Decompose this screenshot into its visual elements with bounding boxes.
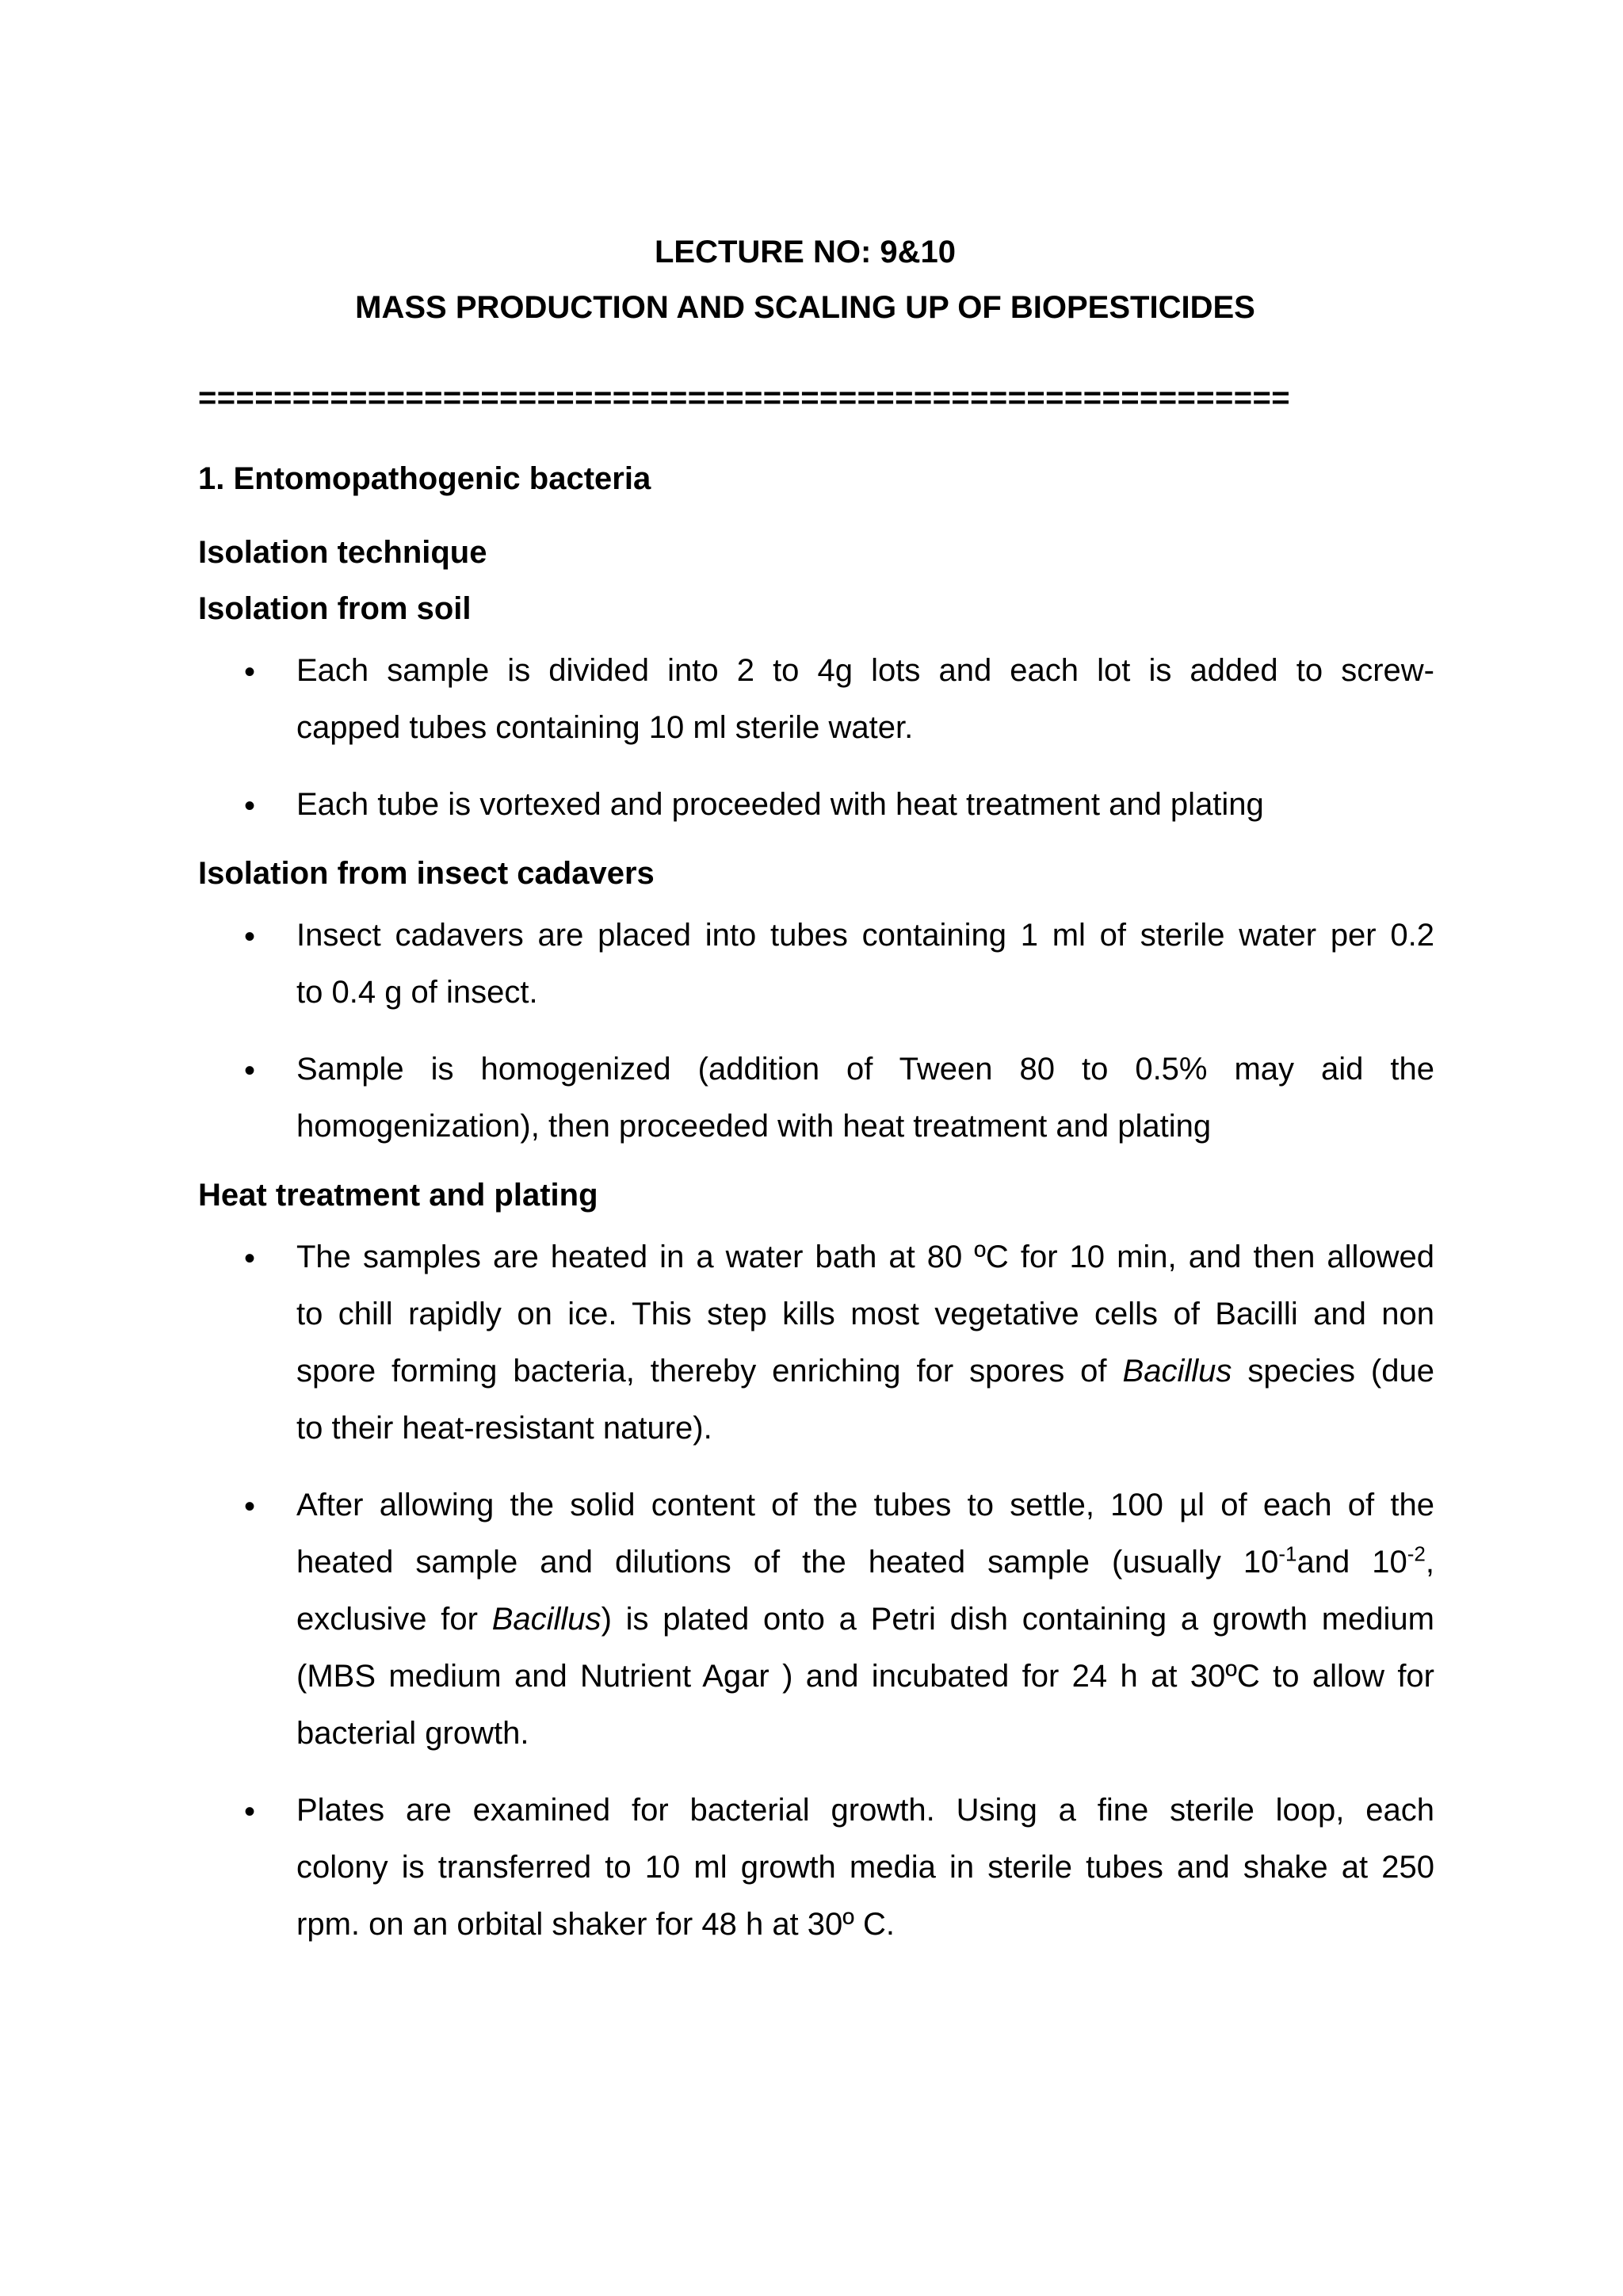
italic-genus-name: Bacillus bbox=[491, 1602, 601, 1637]
superscript: -2 bbox=[1407, 1541, 1426, 1566]
list-item bbox=[296, 907, 1434, 1021]
text-line: rpm. on an orbital shaker for 48 h at 30º C. bbox=[296, 1907, 895, 1942]
page-title: MASS PRODUCTION AND SCALING UP OF BIOPESTICIDES bbox=[355, 290, 1255, 325]
bullet-icon: • bbox=[244, 919, 256, 954]
heading-isolation-from-insect-cadavers: Isolation from insect cadavers bbox=[198, 856, 655, 891]
text-line: (MBS medium and Nutrient Agar ) and incubated for 24 h at 30ºC to allow for bbox=[296, 1659, 1434, 1694]
text-line: homogenization), then proceeded with heat treatment and plating bbox=[296, 1109, 1212, 1144]
text-line: Plates are examined for bacterial growth. Using a fine sterile loop, each bbox=[296, 1793, 1434, 1828]
text-line bbox=[296, 1343, 1434, 1400]
text-line: to 0.4 g of insect. bbox=[296, 975, 538, 1010]
text-run: and 10 bbox=[1296, 1545, 1407, 1580]
bullet-icon: • bbox=[244, 1053, 256, 1088]
italic-genus-name: Bacillus bbox=[1122, 1354, 1232, 1389]
text-line: bacterial growth. bbox=[296, 1716, 529, 1751]
heading-isolation-from-soil: Isolation from soil bbox=[198, 591, 472, 626]
heading-heat-treatment-and-plating: Heat treatment and plating bbox=[198, 1178, 598, 1213]
text-run: ) is plated onto a Petri dish containing a growth medium bbox=[601, 1602, 1435, 1637]
bullet-icon: • bbox=[244, 1489, 256, 1524]
list-item bbox=[296, 1228, 1434, 1457]
text-line: Each tube is vortexed and proceeded with heat treatment and plating bbox=[296, 787, 1264, 822]
text-line: to their heat-resistant nature). bbox=[296, 1411, 712, 1446]
text-run: spore forming bacteria, thereby enriching for spores of bbox=[296, 1354, 1123, 1389]
text-line: The samples are heated in a water bath at 80 ºC for 10 min, and then allowed bbox=[296, 1240, 1434, 1274]
text-run: species (due bbox=[1232, 1354, 1434, 1389]
text-run: exclusive for bbox=[296, 1602, 492, 1637]
text-line: After allowing the solid content of the tubes to settle, 100 µl of each of the bbox=[296, 1488, 1434, 1522]
bullet-icon: • bbox=[244, 655, 256, 690]
divider-line: ========================================================== bbox=[198, 380, 1291, 415]
text-run: , bbox=[1425, 1545, 1434, 1580]
text-line bbox=[296, 1591, 1434, 1648]
list-item bbox=[296, 1041, 1434, 1155]
bullet-icon: • bbox=[244, 789, 256, 823]
list-item bbox=[296, 1477, 1434, 1762]
section-heading: 1. Entomopathogenic bacteria bbox=[198, 461, 651, 496]
text-line bbox=[296, 1534, 1434, 1591]
superscript: -1 bbox=[1278, 1541, 1297, 1566]
list-item bbox=[296, 642, 1434, 756]
text-line: Sample is homogenized (addition of Tween 80 to 0.5% may aid the bbox=[296, 1052, 1434, 1087]
lecture-number: LECTURE NO: 9&10 bbox=[654, 235, 957, 269]
text-run: heated sample and dilutions of the heated sample (usually 10 bbox=[296, 1545, 1279, 1580]
bullet-icon: • bbox=[244, 1794, 256, 1829]
list-item bbox=[296, 1782, 1434, 1953]
list-item bbox=[296, 776, 1434, 833]
text-line: colony is transferred to 10 ml growth media in sterile tubes and shake at 250 bbox=[296, 1850, 1434, 1885]
text-line: to chill rapidly on ice. This step kills most vegetative cells of Bacilli and non bbox=[296, 1297, 1434, 1331]
text-line: Insect cadavers are placed into tubes containing 1 ml of sterile water per 0.2 bbox=[296, 918, 1434, 953]
subheading-isolation-technique: Isolation technique bbox=[198, 535, 487, 570]
bullet-icon: • bbox=[244, 1241, 256, 1276]
text-line: capped tubes containing 10 ml sterile water. bbox=[296, 710, 914, 745]
text-line: Each sample is divided into 2 to 4g lots and each lot is added to screw- bbox=[296, 653, 1434, 688]
